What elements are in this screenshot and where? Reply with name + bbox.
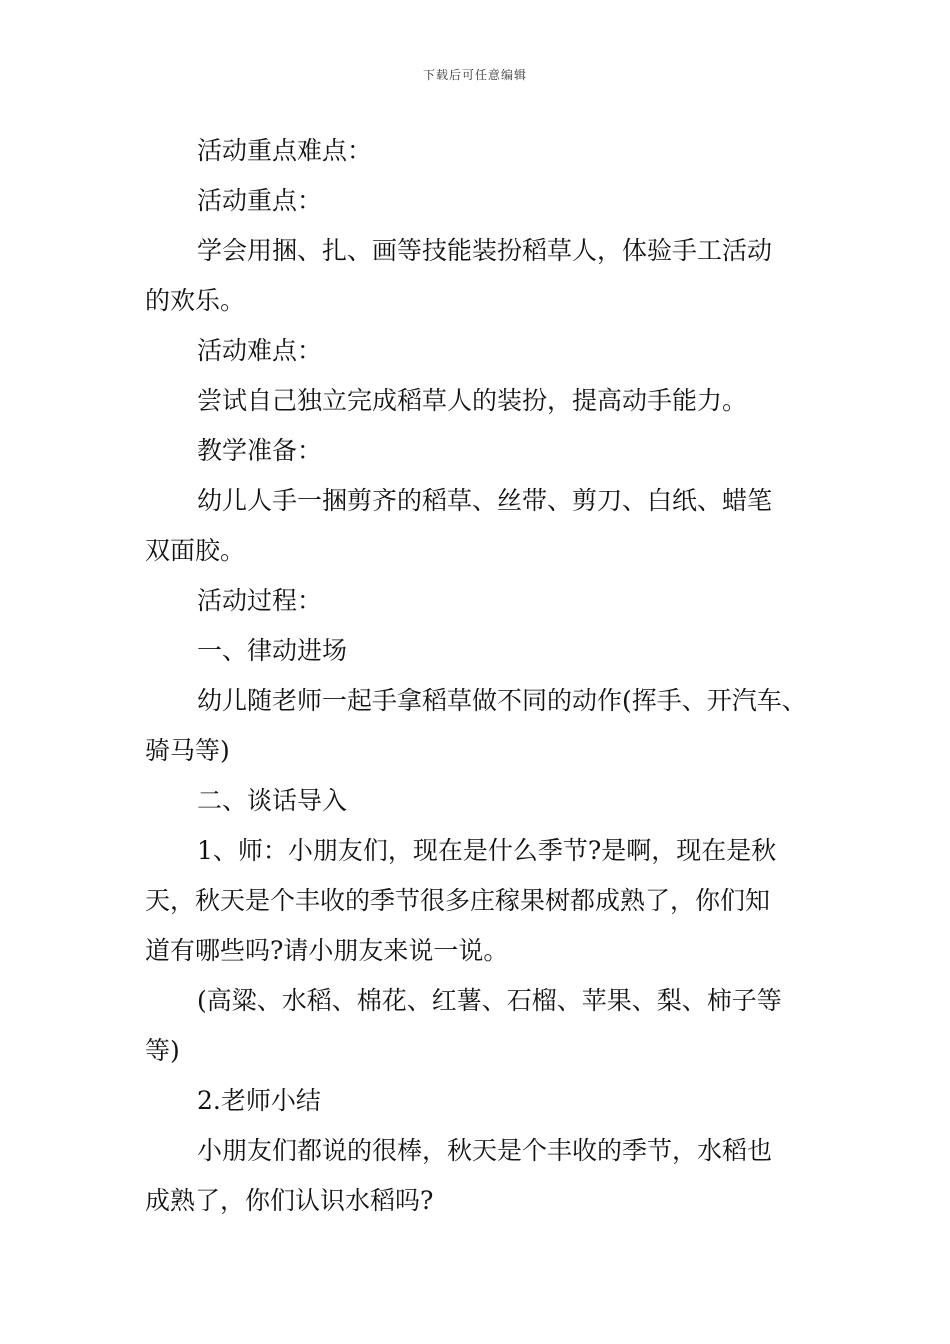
paragraph-line: 双面胶。 bbox=[145, 536, 246, 565]
paragraph-line: 道有哪些吗?请小朋友来说一说。 bbox=[145, 936, 509, 965]
heading-preparation: 教学准备： bbox=[197, 436, 323, 465]
subsection-heading: 2.老师小结 bbox=[197, 1086, 321, 1115]
paragraph-line: 幼儿随老师一起手拿稻草做不同的动作(挥手、开汽车、 bbox=[197, 686, 807, 715]
page-header-note: 下载后可任意编辑 bbox=[422, 68, 527, 82]
paragraph-line: 1、师：小朋友们，现在是什么季节?是啊，现在是秋 bbox=[197, 836, 777, 865]
paragraph-line: 骑马等) bbox=[145, 736, 230, 765]
paragraph-line: 成熟了，你们认识水稻吗? bbox=[145, 1186, 434, 1215]
paragraph-line: 天，秋天是个丰收的季节很多庄稼果树都成熟了，你们知 bbox=[145, 886, 771, 915]
paragraph-line: 学会用捆、扎、画等技能装扮稻草人，体验手工活动 bbox=[197, 236, 773, 265]
heading-process: 活动过程： bbox=[197, 586, 323, 615]
paragraph-line: 的欢乐。 bbox=[145, 286, 246, 315]
heading-difficult-points: 活动难点： bbox=[197, 336, 323, 365]
heading-key-points: 活动重点： bbox=[197, 186, 323, 215]
document-body bbox=[145, 126, 817, 1226]
heading-key-difficult-points: 活动重点难点： bbox=[197, 136, 373, 165]
section-heading-1: 一、律动进场 bbox=[197, 636, 348, 665]
paragraph-line: 幼儿人手一捆剪齐的稻草、丝带、剪刀、白纸、蜡笔 bbox=[197, 486, 773, 515]
paragraph-line: 小朋友们都说的很棒，秋天是个丰收的季节，水稻也 bbox=[197, 1136, 773, 1165]
paragraph-line: 尝试自己独立完成稻草人的装扮，提高动手能力。 bbox=[197, 386, 748, 415]
section-heading-2: 二、谈话导入 bbox=[197, 786, 348, 815]
paragraph-line: 等) bbox=[145, 1036, 180, 1065]
paragraph-line: (高粱、水稻、棉花、红薯、石榴、苹果、梨、柿子等 bbox=[197, 986, 782, 1015]
